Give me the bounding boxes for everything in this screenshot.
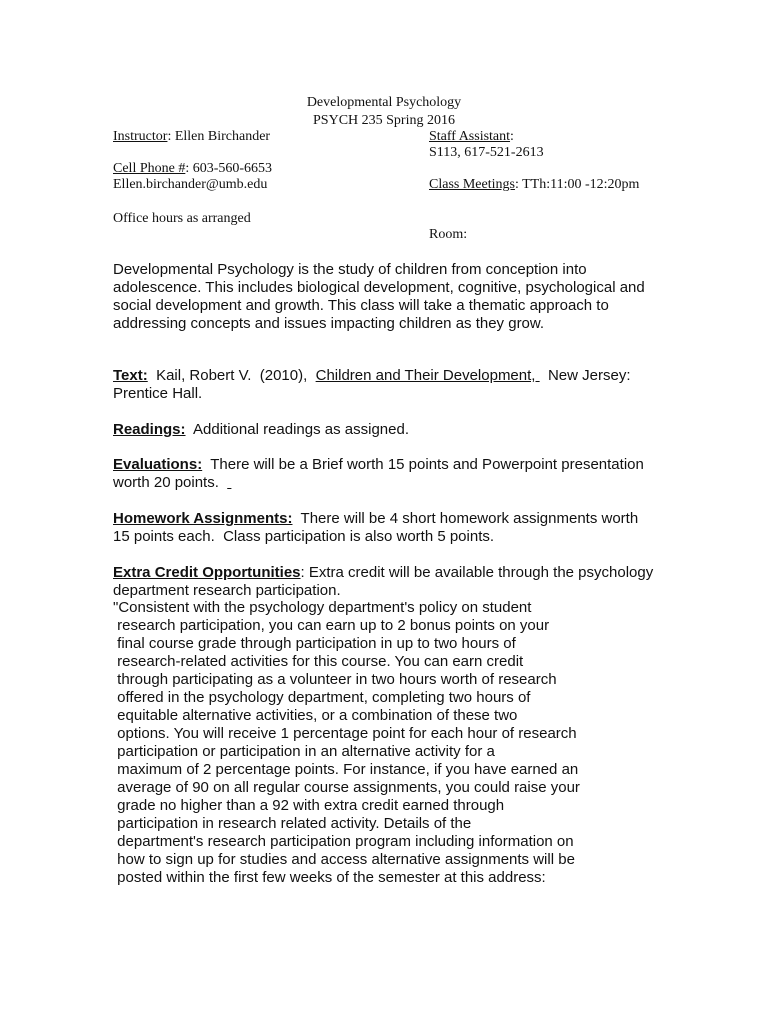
text-section	[113, 367, 658, 403]
extra-credit-label: Extra Credit Opportunities	[113, 564, 301, 581]
readings-value: Additional readings as assigned.	[185, 421, 409, 438]
extra-credit-value: : Extra credit will be available through the psychology department research participation.	[113, 564, 654, 599]
homework-value: There will be 4 short homework assignments worth 15 points each. Class participation is also worth 5 points.	[113, 510, 643, 545]
cell-phone-line	[113, 161, 272, 177]
office-hours: Office hours as arranged	[113, 211, 251, 226]
course-description	[113, 261, 658, 333]
text-publisher: New Jersey: Prentice Hall.	[113, 367, 635, 402]
staff-assistant-line	[429, 129, 514, 145]
quote-line: equitable alternative activities, or a combination of these two	[113, 707, 518, 724]
room-label: Room:	[429, 227, 468, 242]
quote-line: department's research participation program including information on	[113, 833, 574, 850]
quote-line: research participation, you can earn up to 2 bonus points on your	[113, 617, 550, 634]
text-author: Kail, Robert V. (2010),	[147, 367, 316, 384]
quote-line: average of 90 on all regular course assignments, you could raise your	[113, 779, 580, 796]
quote-line: posted within the first few weeks of the semester at this address:	[113, 869, 546, 886]
cell-phone-label: Cell Phone #	[113, 161, 186, 176]
instructor-value: : Ellen Birchander	[167, 129, 271, 144]
class-meetings-line	[429, 177, 639, 193]
quote-line: participation or participation in an alternative activity for a	[113, 743, 495, 760]
course-name: Developmental Psychology	[306, 95, 462, 110]
class-meetings-label: Class Meetings	[429, 177, 515, 192]
readings-section	[113, 421, 658, 439]
staff-assistant-label: Staff Assistant	[429, 129, 511, 144]
homework-label: Homework Assignments:	[113, 510, 293, 527]
quote-line: maximum of 2 percentage points. For instance, if you have earned an	[113, 761, 579, 778]
cell-phone-value: : 603-560-6653	[185, 161, 273, 176]
quote-line: participation in research related activity. Details of the	[113, 815, 472, 832]
text-book-title: Children and Their Development,	[315, 367, 540, 384]
course-code: PSYCH 235 Spring 2016	[313, 113, 455, 128]
quote-line: how to sign up for studies and access alternative assignments will be	[113, 851, 575, 868]
homework-section	[113, 510, 658, 546]
staff-assistant-colon: :	[510, 129, 514, 144]
extra-credit-quote	[113, 599, 580, 887]
quote-line: grade no higher than a 92 with extra credit earned through	[113, 797, 505, 814]
evaluations-blank	[227, 474, 231, 491]
instructor-email: Ellen.birchander@umb.edu	[113, 177, 268, 192]
instructor-label: Instructor	[113, 129, 168, 144]
quote-line: research-related activities for this course. You can earn credit	[113, 653, 524, 670]
quote-line: "Consistent with the psychology department's policy on student	[113, 599, 532, 616]
evaluations-section	[113, 456, 658, 492]
extra-credit-section	[113, 564, 658, 600]
quote-line: offered in the psychology department, completing two hours of	[113, 689, 531, 706]
evaluations-label: Evaluations:	[113, 456, 203, 473]
text-label: Text:	[113, 367, 148, 384]
evaluations-value: There will be a Brief worth 15 points and Powerpoint presentation worth 20 points.	[113, 456, 649, 491]
instructor-line	[113, 129, 270, 145]
class-meetings-value: : TTh:11:00 -12:20pm	[514, 177, 640, 192]
readings-label: Readings:	[113, 421, 186, 438]
quote-line: options. You will receive 1 percentage point for each hour of research	[113, 725, 577, 742]
quote-line: final course grade through participation in up to two hours of	[113, 635, 516, 652]
quote-line: through participating as a volunteer in two hours worth of research	[113, 671, 557, 688]
course-description-text: Developmental Psychology is the study of children from conception into adolescence. This includes biological development, cognitive, psychological and social development and growth. This class will take a thematic approach to addressing concepts and issues impacting children as they grow.	[113, 261, 645, 332]
staff-assistant-value: S113, 617-521-2613	[429, 145, 544, 160]
